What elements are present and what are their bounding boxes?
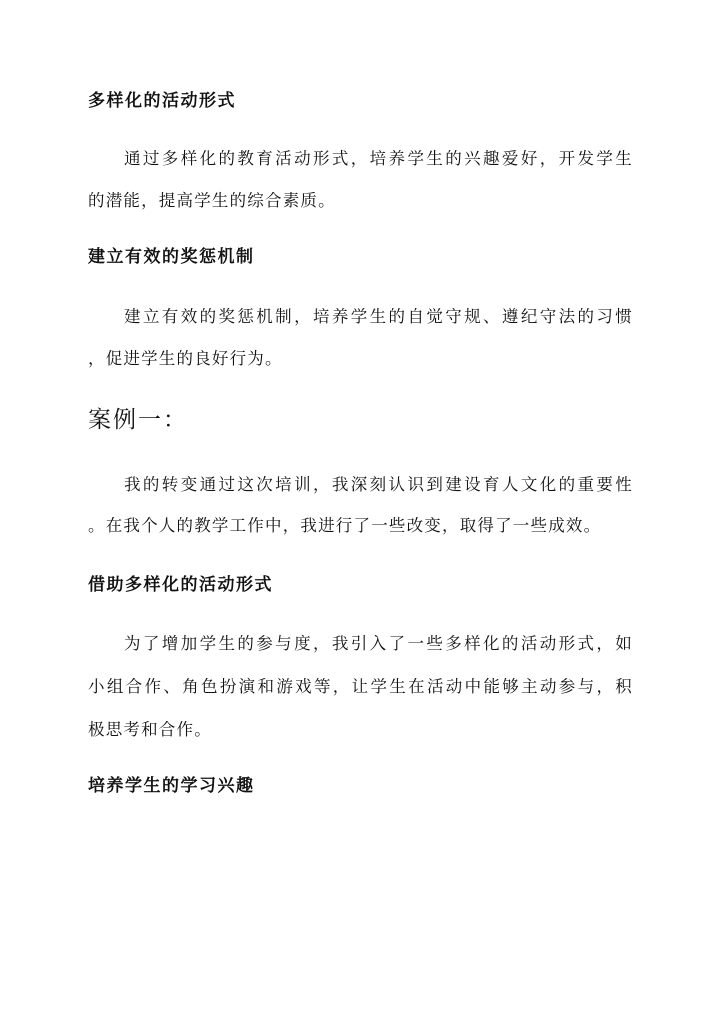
section-heading: 培养学生的学习兴趣 (88, 776, 255, 796)
paragraph-line: 建立有效的奖惩机制，培养学生的自觉守规、遵纪守法的习惯 (124, 307, 633, 326)
paragraph-line: 极思考和合作。 (88, 720, 212, 739)
paragraph-line: 通过多样化的教育活动形式，培养学生的兴趣爱好，开发学生 (124, 149, 633, 168)
paragraph-line: 。在我个人的教学工作中，我进行了一些改变，取得了一些成效。 (88, 516, 602, 535)
paragraph-line: 我的转变通过这次培训，我深刻认识到建设育人文化的重要性 (124, 475, 633, 494)
section-heading: 建立有效的奖惩机制 (88, 247, 255, 267)
section-heading: 借助多样化的活动形式 (88, 575, 273, 595)
paragraph-line: 小组合作、角色扮演和游戏等，让学生在活动中能够主动参与，积 (88, 677, 633, 696)
paragraph-line: 的潜能，提高学生的综合素质。 (88, 191, 336, 210)
paragraph-line: 为了增加学生的参与度，我引入了一些多样化的活动形式，如 (124, 634, 633, 653)
case-title: 案例一： (88, 407, 188, 433)
paragraph-line: ，促进学生的良好行为。 (88, 349, 283, 368)
section-heading: 多样化的活动形式 (88, 91, 236, 111)
